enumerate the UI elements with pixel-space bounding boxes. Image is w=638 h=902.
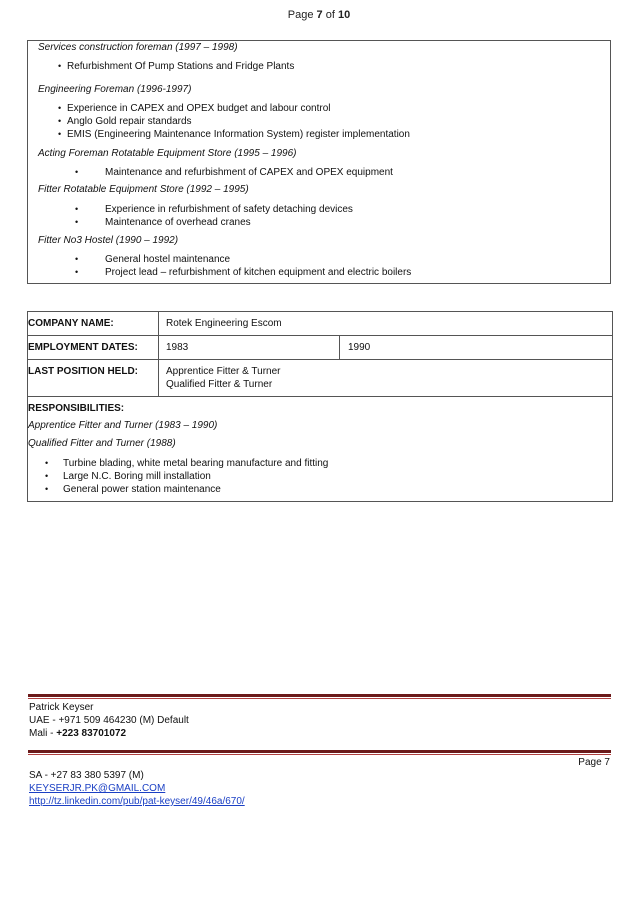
position-line: Apprentice Fitter & Turner xyxy=(166,366,281,377)
page-header-of: of xyxy=(322,9,338,21)
responsibility-item: Turbine blading, white metal bearing manufacture and fitting xyxy=(63,458,329,469)
position-title: Engineering Foreman (1996-1997) xyxy=(38,84,192,95)
table-divider xyxy=(28,396,612,397)
position-item: Project lead – refurbishment of kitchen equipment and electric boilers xyxy=(105,267,412,278)
previous-positions-box xyxy=(27,40,611,284)
position-item: Experience in refurbishment of safety detaching devices xyxy=(105,204,353,215)
company-value: Rotek Engineering Escom xyxy=(166,318,282,329)
dates-label: EMPLOYMENT DATES: xyxy=(28,342,138,353)
contact-mali-number: +223 83701072 xyxy=(56,728,127,739)
position-item: Experience in CAPEX and OPEX budget and labour control xyxy=(67,103,331,114)
responsibility-item: Large N.C. Boring mill installation xyxy=(63,471,211,482)
role-title: Apprentice Fitter and Turner (1983 – 1990) xyxy=(28,420,218,431)
bullet-icon: • xyxy=(58,116,62,126)
company-label: COMPANY NAME: xyxy=(28,318,114,329)
table-divider xyxy=(339,335,340,359)
contact-mali xyxy=(29,727,189,740)
position-label: LAST POSITION HELD: xyxy=(28,366,138,377)
footer-rule xyxy=(28,750,611,755)
position-line: Qualified Fitter & Turner xyxy=(166,379,273,390)
position-title: Acting Foreman Rotatable Equipment Store (1995 – 1996) xyxy=(38,148,297,159)
contact-uae: UAE - +971 509 464230 (M) Default xyxy=(29,715,189,726)
bullet-icon: • xyxy=(75,217,79,227)
position-item: Maintenance and refurbishment of CAPEX and OPEX equipment xyxy=(105,167,393,178)
position-item: EMIS (Engineering Maintenance Information System) register implementation xyxy=(67,129,410,140)
bullet-icon: • xyxy=(45,458,49,468)
email-link[interactable]: KEYSERJR.PK@GMAIL.COM xyxy=(29,783,166,794)
role-title: Qualified Fitter and Turner (1988) xyxy=(28,438,176,449)
bullet-icon: • xyxy=(75,167,79,177)
footer-page-label: Page 7 xyxy=(578,757,610,768)
page-header xyxy=(0,9,638,21)
bullet-icon: • xyxy=(58,129,62,139)
contact-block-2 xyxy=(29,769,245,808)
table-divider xyxy=(28,335,612,336)
page-total: 10 xyxy=(337,9,351,21)
position-title: Services construction foreman (1997 – 1998) xyxy=(38,42,238,53)
bullet-icon: • xyxy=(58,103,62,113)
responsibilities-label: RESPONSIBILITIES: xyxy=(28,403,125,414)
bullet-icon: • xyxy=(75,204,79,214)
contact-block xyxy=(29,701,189,740)
bullet-icon: • xyxy=(45,471,49,481)
contact-mali-prefix: Mali - xyxy=(29,728,57,739)
bullet-icon: • xyxy=(75,267,79,277)
date-from: 1983 xyxy=(166,342,189,353)
linkedin-link[interactable]: http://tz.linkedin.com/pub/pat-keyser/49/46a/670/ xyxy=(29,796,245,807)
bullet-icon: • xyxy=(75,254,79,264)
position-item: Refurbishment Of Pump Stations and Fridge Plants xyxy=(67,61,295,72)
responsibility-item: General power station maintenance xyxy=(63,484,221,495)
bullet-icon: • xyxy=(58,61,62,71)
page-header-prefix: Page xyxy=(287,9,317,21)
contact-name: Patrick Keyser xyxy=(29,702,94,713)
table-divider xyxy=(158,312,159,396)
bullet-icon: • xyxy=(45,484,49,494)
position-title: Fitter No3 Hostel (1990 – 1992) xyxy=(38,235,179,246)
employment-table xyxy=(27,311,613,502)
footer-rule xyxy=(28,694,611,699)
page-current: 7 xyxy=(316,9,323,21)
contact-sa: SA - +27 83 380 5397 (M) xyxy=(29,770,144,781)
date-to: 1990 xyxy=(348,342,371,353)
position-item: Maintenance of overhead cranes xyxy=(105,217,251,228)
table-divider xyxy=(28,359,612,360)
position-item: General hostel maintenance xyxy=(105,254,231,265)
position-title: Fitter Rotatable Equipment Store (1992 – 1995) xyxy=(38,184,249,195)
position-item: Anglo Gold repair standards xyxy=(67,116,192,127)
